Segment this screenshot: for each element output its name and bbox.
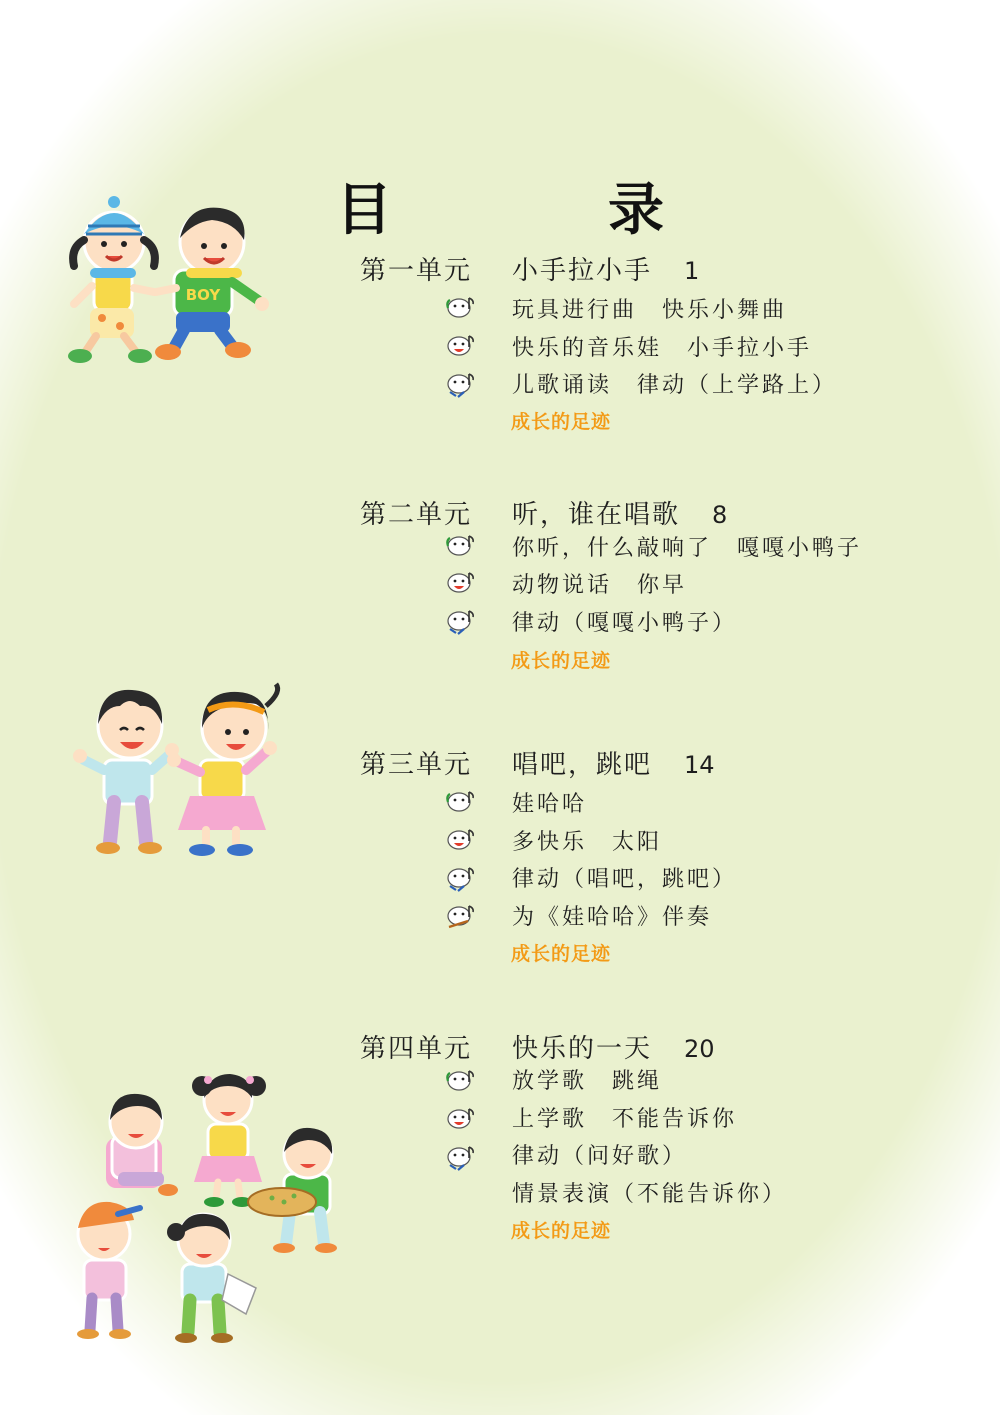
unit-2-growth-link[interactable]: 成长的足迹 bbox=[511, 650, 612, 672]
unit-2-item-1[interactable]: 你听，什么敲响了 嘎嘎小鸭子 bbox=[512, 536, 863, 561]
unit-2-name: 第二单元 bbox=[360, 500, 473, 530]
unit-4-title[interactable] bbox=[512, 1028, 715, 1065]
unit-2-title[interactable] bbox=[512, 494, 727, 531]
unit-4-title-text: 快乐的一天 bbox=[512, 1034, 653, 1064]
ear-note-icon bbox=[444, 1065, 476, 1095]
unit-3-title[interactable] bbox=[512, 744, 715, 781]
unit-1-title-text: 小手拉小手 bbox=[512, 256, 653, 286]
dance-note-icon bbox=[444, 1141, 476, 1171]
dance-note-icon bbox=[444, 368, 476, 398]
unit-3-title-text: 唱吧，跳吧 bbox=[512, 750, 653, 780]
unit-4-growth-link[interactable]: 成长的足迹 bbox=[511, 1220, 612, 1242]
unit-2-item-2[interactable]: 动物说话 你早 bbox=[512, 573, 688, 598]
unit-4-name: 第四单元 bbox=[360, 1034, 473, 1064]
kids-waving-illustration bbox=[70, 682, 298, 862]
mouth-note-icon bbox=[444, 1103, 476, 1133]
kids-holding-hands-illustration bbox=[44, 196, 280, 368]
unit-1-title[interactable] bbox=[512, 250, 699, 287]
mouth-note-icon bbox=[444, 824, 476, 854]
unit-3-name: 第三单元 bbox=[360, 750, 473, 780]
unit-3-item-1[interactable]: 娃哈哈 bbox=[512, 792, 588, 817]
unit-3-growth-link[interactable]: 成长的足迹 bbox=[511, 943, 612, 965]
unit-4-item-1[interactable]: 放学歌 跳绳 bbox=[512, 1069, 663, 1094]
unit-1-item-2[interactable]: 快乐的音乐娃 小手拉小手 bbox=[512, 336, 813, 361]
unit-2-title-text: 听，谁在唱歌 bbox=[512, 500, 681, 530]
unit-1-name: 第一单元 bbox=[360, 256, 473, 286]
kids-group-illustration bbox=[58, 1068, 348, 1348]
unit-4-item-2[interactable]: 上学歌 不能告诉你 bbox=[512, 1107, 738, 1132]
dance-note-icon bbox=[444, 605, 476, 635]
unit-1-item-3[interactable]: 儿歌诵读 律动（上学路上） bbox=[512, 373, 838, 398]
ear-note-icon bbox=[444, 292, 476, 322]
unit-3-item-4[interactable]: 为《娃哈哈》伴奏 bbox=[512, 905, 713, 930]
unit-1-page-number: 1 bbox=[684, 257, 700, 285]
mouth-note-icon bbox=[444, 567, 476, 597]
unit-4-item-4[interactable]: 情景表演（不能告诉你） bbox=[512, 1182, 788, 1207]
dance-note-icon bbox=[444, 862, 476, 892]
ear-note-icon bbox=[444, 530, 476, 560]
unit-3-item-2[interactable]: 多快乐 太阳 bbox=[512, 830, 663, 855]
unit-2-item-3[interactable]: 律动（嘎嘎小鸭子） bbox=[512, 611, 738, 636]
unit-4-item-3[interactable]: 律动（问好歌） bbox=[512, 1144, 688, 1169]
unit-4-page-number: 20 bbox=[684, 1035, 715, 1063]
unit-3-item-3[interactable]: 律动（唱吧，跳吧） bbox=[512, 867, 738, 892]
boy-shirt-text: BOY bbox=[185, 286, 221, 304]
unit-1-growth-link[interactable]: 成长的足迹 bbox=[511, 411, 612, 433]
unit-1-item-1[interactable]: 玩具进行曲 快乐小舞曲 bbox=[512, 298, 788, 323]
page-title: 目 录 bbox=[336, 178, 744, 243]
mouth-note-icon bbox=[444, 330, 476, 360]
unit-3-page-number: 14 bbox=[684, 751, 715, 779]
drum-note-icon bbox=[444, 900, 476, 930]
ear-note-icon bbox=[444, 786, 476, 816]
unit-2-page-number: 8 bbox=[712, 501, 728, 529]
